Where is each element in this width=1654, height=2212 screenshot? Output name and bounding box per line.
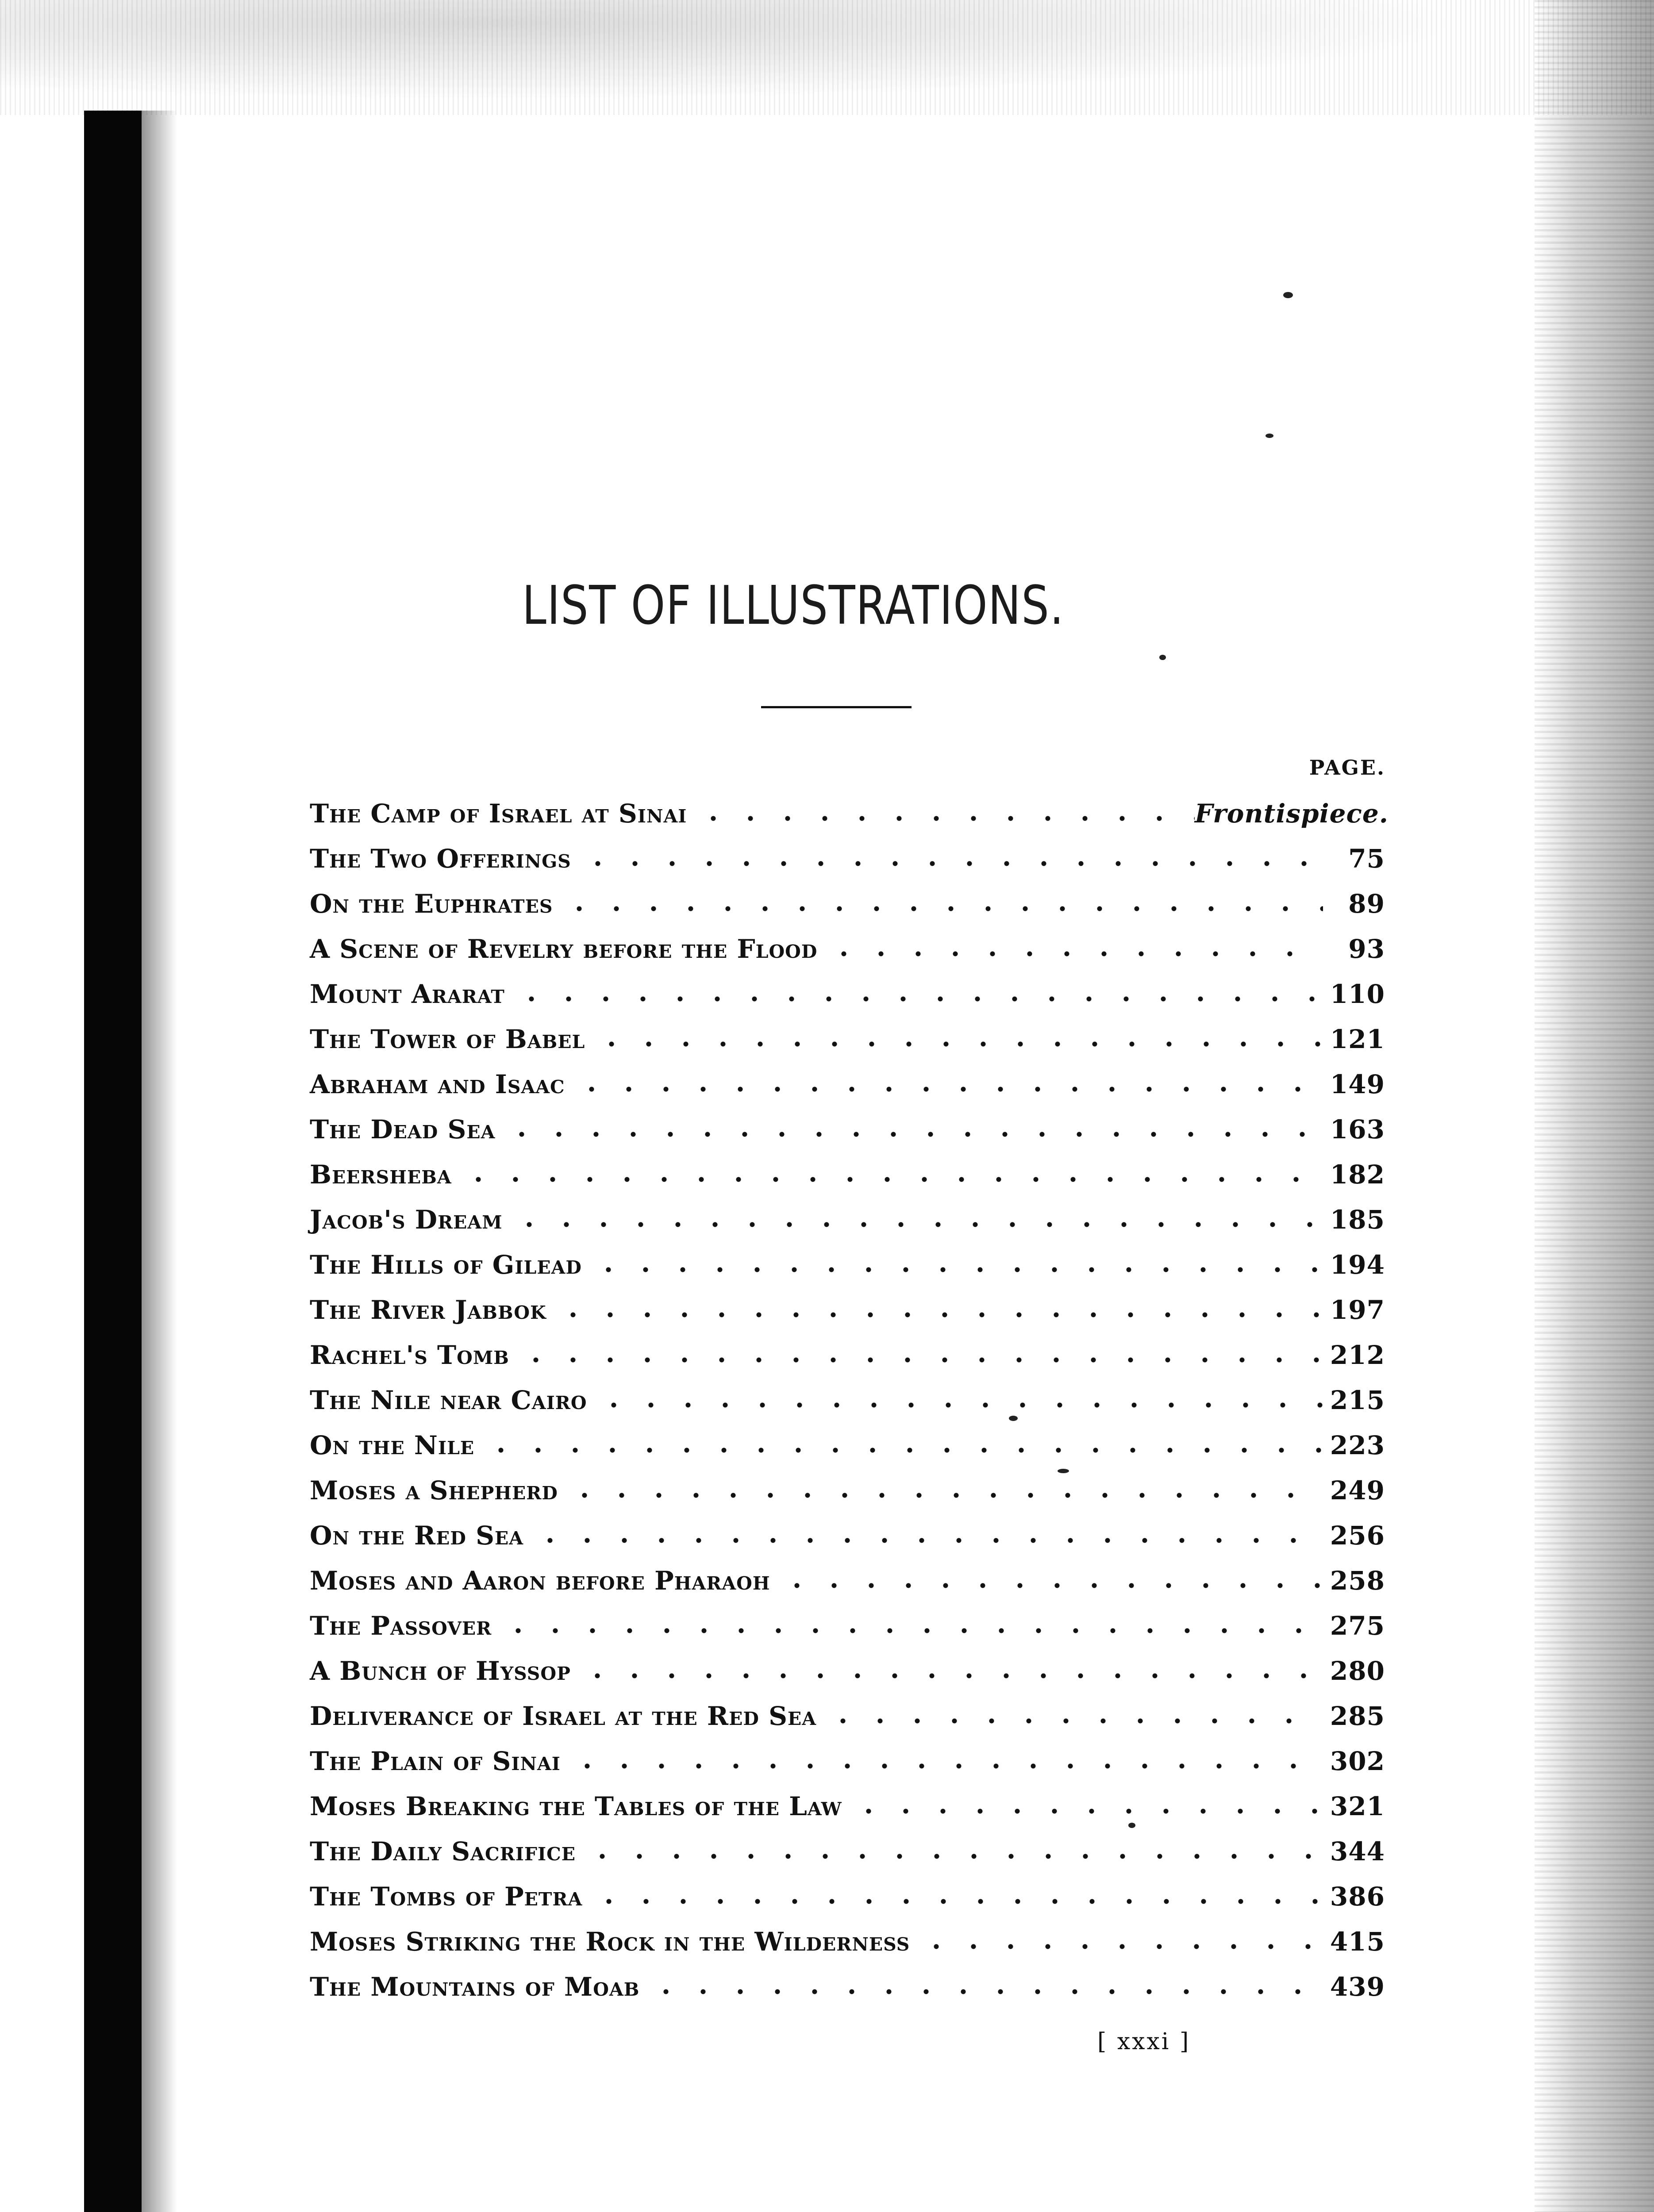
entry-title: On the Red Sea — [310, 1521, 524, 1551]
entry-title: Moses Breaking the Tables of the Law — [310, 1791, 842, 1821]
dot-leader — [460, 1176, 1323, 1183]
entry-page: 215 — [1330, 1385, 1385, 1415]
entry-page: 212 — [1330, 1340, 1385, 1370]
list-item — [310, 1423, 1385, 1468]
list-item — [310, 1603, 1385, 1648]
list-item — [310, 1107, 1385, 1152]
list-item — [310, 1152, 1385, 1197]
list-item — [310, 1378, 1385, 1423]
dot-leader — [695, 815, 1195, 822]
ink-speck — [1009, 1416, 1018, 1421]
dot-leader — [647, 1989, 1323, 1995]
entry-page: 93 — [1348, 934, 1385, 964]
entry-title: The Dead Sea — [310, 1114, 496, 1144]
entry-title: Deliverance of Israel at the Red Sea — [310, 1701, 817, 1731]
entry-title: The Plain of Sinai — [310, 1746, 561, 1776]
list-item — [310, 972, 1385, 1017]
dot-leader — [503, 1131, 1323, 1137]
entry-title: The River Jabbok — [310, 1295, 546, 1325]
scan-noise-right — [1535, 0, 1654, 2212]
entry-title: Beersheba — [310, 1160, 452, 1190]
dot-leader — [584, 1853, 1323, 1859]
dot-leader — [513, 996, 1323, 1002]
page-column-label: PAGE. — [1309, 756, 1385, 780]
dot-leader — [561, 906, 1323, 912]
entry-title: The Passover — [310, 1611, 492, 1641]
list-item — [310, 1694, 1385, 1739]
list-item — [310, 1874, 1385, 1919]
entry-page: 415 — [1330, 1927, 1385, 1957]
scan-noise-top — [0, 0, 1654, 115]
list-item — [310, 836, 1385, 881]
dot-leader — [517, 1357, 1323, 1363]
ink-speck — [1159, 655, 1166, 660]
entry-title: Moses Striking the Rock in the Wilderness — [310, 1927, 910, 1957]
entry-title: Jacob's Dream — [310, 1205, 503, 1235]
entry-page: 439 — [1330, 1972, 1385, 2002]
entry-title: The Daily Sacrifice — [310, 1836, 576, 1866]
entry-title: Moses a Shepherd — [310, 1475, 558, 1505]
dot-leader — [590, 1267, 1323, 1273]
entry-title: Abraham and Isaac — [310, 1069, 565, 1099]
entry-page: 258 — [1330, 1566, 1385, 1596]
page-title: LIST OF ILLUSTRATIONS. — [522, 575, 1065, 637]
entry-page: 275 — [1330, 1611, 1385, 1641]
entry-page: 321 — [1330, 1791, 1385, 1821]
dot-leader — [554, 1312, 1323, 1318]
dot-leader — [579, 860, 1323, 867]
list-item — [310, 1333, 1385, 1378]
dot-leader — [778, 1582, 1323, 1589]
entry-title: The Nile near Cairo — [310, 1385, 587, 1415]
dot-leader — [824, 1718, 1323, 1724]
illustrations-list — [310, 791, 1389, 2009]
entry-page: 110 — [1330, 979, 1385, 1009]
dot-leader — [595, 1402, 1323, 1408]
entry-title: The Tombs of Petra — [310, 1882, 583, 1912]
list-item — [310, 791, 1389, 836]
list-item — [310, 881, 1385, 926]
list-item — [310, 926, 1385, 972]
entry-page: 89 — [1348, 889, 1385, 919]
dot-leader — [593, 1041, 1323, 1047]
dot-leader — [569, 1763, 1323, 1769]
list-item — [310, 1242, 1385, 1287]
list-item — [310, 1739, 1385, 1784]
entry-title: The Mountains of Moab — [310, 1972, 640, 2002]
entry-page: 280 — [1330, 1656, 1385, 1686]
list-item — [310, 1513, 1385, 1558]
ink-speck — [1058, 1469, 1069, 1473]
entry-page: 285 — [1330, 1701, 1385, 1731]
list-item — [310, 1964, 1385, 2009]
dot-leader — [573, 1086, 1323, 1092]
dot-leader — [511, 1221, 1323, 1228]
entry-page: 194 — [1330, 1250, 1385, 1280]
spine-gradient — [142, 111, 177, 2212]
entry-title: A Scene of Revelry before the Flood — [310, 934, 818, 964]
book-spine-shadow — [84, 111, 142, 2212]
list-item — [310, 1784, 1385, 1829]
dot-leader — [918, 1943, 1323, 1950]
ink-speck — [1283, 292, 1293, 298]
dot-leader — [590, 1898, 1323, 1905]
entry-title: Moses and Aaron before Pharaoh — [310, 1566, 770, 1596]
list-item — [310, 1648, 1385, 1694]
entry-page: 182 — [1330, 1160, 1385, 1190]
dot-leader — [579, 1673, 1323, 1679]
entry-page: 149 — [1330, 1069, 1385, 1099]
list-item — [310, 1919, 1385, 1964]
page-folio: [ xxxi ] — [1097, 2028, 1191, 2055]
entry-page: 249 — [1330, 1475, 1385, 1505]
list-item — [310, 1197, 1385, 1242]
entry-page: 256 — [1330, 1521, 1385, 1551]
dot-leader — [566, 1492, 1323, 1498]
entry-page: 344 — [1330, 1836, 1385, 1866]
entry-page: 386 — [1330, 1882, 1385, 1912]
list-item — [310, 1017, 1385, 1062]
list-item — [310, 1558, 1385, 1603]
list-item — [310, 1829, 1385, 1874]
entry-page: Frontispiece. — [1195, 799, 1389, 829]
dot-leader — [482, 1447, 1323, 1453]
entry-title: On the Euphrates — [310, 889, 553, 919]
list-item — [310, 1468, 1385, 1513]
entry-page: 197 — [1330, 1295, 1385, 1325]
list-item — [310, 1062, 1385, 1107]
entry-title: A Bunch of Hyssop — [310, 1656, 571, 1686]
entry-title: The Hills of Gilead — [310, 1250, 582, 1280]
entry-title: The Two Offerings — [310, 844, 571, 874]
entry-title: The Camp of Israel at Sinai — [310, 799, 687, 829]
title-rule — [761, 706, 912, 708]
ink-speck — [1128, 1823, 1135, 1828]
entry-page: 75 — [1348, 844, 1385, 874]
dot-leader — [500, 1628, 1323, 1634]
entry-title: The Tower of Babel — [310, 1024, 585, 1054]
dot-leader — [825, 951, 1323, 957]
dot-leader — [531, 1537, 1323, 1544]
entry-title: On the Nile — [310, 1430, 475, 1460]
dot-leader — [850, 1808, 1323, 1814]
entry-page: 185 — [1330, 1205, 1385, 1235]
entry-title: Rachel's Tomb — [310, 1340, 509, 1370]
entry-page: 163 — [1330, 1114, 1385, 1144]
list-item — [310, 1287, 1385, 1333]
entry-page: 223 — [1330, 1430, 1385, 1460]
entry-page: 302 — [1330, 1746, 1385, 1776]
entry-title: Mount Ararat — [310, 979, 505, 1009]
entry-page: 121 — [1330, 1024, 1385, 1054]
ink-speck — [1266, 434, 1273, 438]
